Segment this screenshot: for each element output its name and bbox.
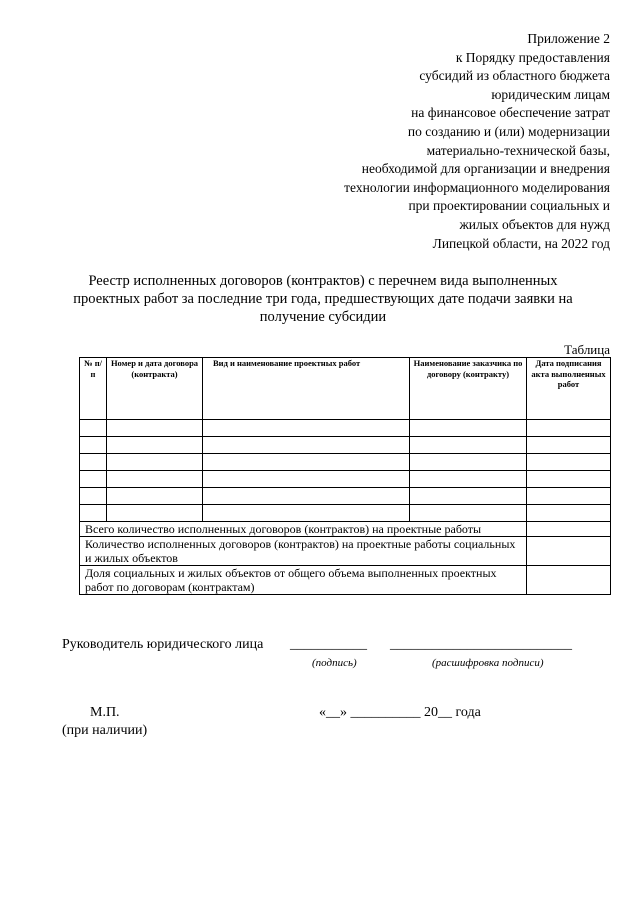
table-cell [203, 454, 410, 471]
appendix-line: материально-технической базы, [426, 142, 610, 158]
table-row [80, 471, 611, 488]
table-cell [80, 471, 107, 488]
header-cell-contract: Номер и дата договора (контракта) [107, 358, 203, 420]
appendix-line: технологии информационного моделирования [344, 179, 610, 195]
table-cell [527, 437, 611, 454]
appendix-line: Липецкой области, на 2022 год [432, 235, 610, 251]
appendix-line: субсидий из областного бюджета [419, 68, 610, 84]
table-header-row [80, 358, 611, 420]
header-cell-customer: Наименование заказчика по договору (контракту) [410, 358, 527, 420]
table-cell [107, 437, 203, 454]
summary-value-cell [527, 537, 611, 566]
table-cell [203, 437, 410, 454]
table-cell [527, 454, 611, 471]
table-cell [80, 420, 107, 437]
appendix-line: юридическим лицам [491, 86, 610, 102]
table-cell [107, 488, 203, 505]
registry-table [79, 357, 611, 595]
signature-decode-hint: (расшифровка подписи) [432, 657, 544, 669]
table-cell [80, 437, 107, 454]
table-cell [410, 454, 527, 471]
table-row [80, 488, 611, 505]
summary-label: Количество исполненных договоров (контрактов) на проектные работы социальных и жилых объектов [80, 537, 527, 566]
table-cell [107, 505, 203, 522]
header-cell-number: № п/п [80, 358, 107, 420]
table-cell [80, 505, 107, 522]
appendix-line: Приложение 2 [527, 31, 610, 46]
table-cell [203, 488, 410, 505]
table-cell [80, 488, 107, 505]
table-cell [410, 420, 527, 437]
appendix-line: жилых объектов для нужд [459, 216, 610, 232]
appendix-line: при проектировании социальных и [408, 198, 610, 214]
date-line: «__» __________ 20__ года [319, 705, 481, 720]
table-row [80, 454, 611, 471]
table-cell [410, 488, 527, 505]
table-cell [107, 471, 203, 488]
summary-value-cell [527, 522, 611, 537]
table-cell [527, 471, 611, 488]
appendix-block [280, 30, 610, 253]
summary-row-social [80, 537, 611, 566]
appendix-line: на финансовое обеспечение затрат [411, 105, 610, 121]
stamp-label: М.П. [90, 705, 120, 720]
signature-hint: (подпись) [312, 657, 357, 669]
stamp-note: (при наличии) [62, 723, 148, 738]
header-cell-act-date: Дата подписания акта выполненных работ [527, 358, 611, 420]
table-cell [527, 488, 611, 505]
table-cell [80, 454, 107, 471]
summary-row-total [80, 522, 611, 537]
summary-label: Всего количество исполненных договоров (контрактов) на проектные работы [80, 522, 527, 537]
document-title: Реестр исполненных договоров (контрактов) с перечнем вида выполненных проектных работ за последние три года, предшествующих дате подачи заявки на получение субсидии [73, 273, 573, 325]
table-cell [203, 420, 410, 437]
summary-row-share [80, 566, 611, 595]
appendix-line: необходимой для организации и внедрения [361, 161, 610, 177]
appendix-line: по созданию и (или) модернизации [407, 123, 610, 139]
summary-label: Доля социальных и жилых объектов от общего объема выполненных проектных работ по договорам (контрактам) [80, 566, 527, 595]
header-cell-work-type: Вид и наименование проектных работ [203, 358, 410, 420]
table-cell [203, 471, 410, 488]
signature-name-line: __________________________ [390, 637, 572, 652]
table-cell [410, 437, 527, 454]
appendix-line: к Порядку предоставления [455, 49, 610, 65]
summary-value-cell [527, 566, 611, 595]
table-caption: Таблица [564, 342, 610, 357]
table-row [80, 437, 611, 454]
table-row [80, 505, 611, 522]
table-cell [410, 505, 527, 522]
table-cell [527, 505, 611, 522]
table-cell [107, 454, 203, 471]
signature-label: Руководитель юридического лица [62, 637, 264, 652]
table-cell [527, 420, 611, 437]
table-cell [203, 505, 410, 522]
table-cell [107, 420, 203, 437]
table-row [80, 420, 611, 437]
table-cell [410, 471, 527, 488]
signature-line: ___________ [290, 637, 367, 652]
